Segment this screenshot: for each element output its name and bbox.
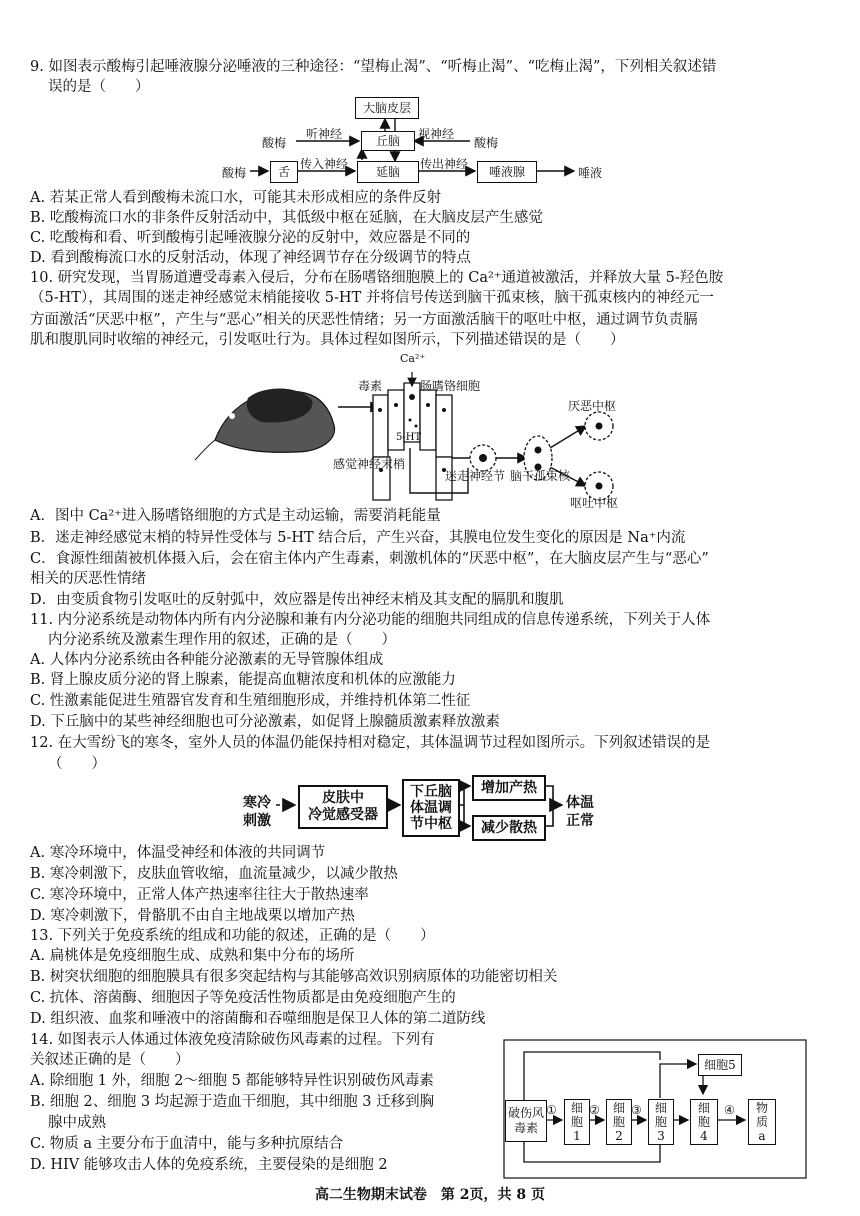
vomit-center-label: 呕吐中枢 [570, 496, 619, 510]
step-3-label: ③ [631, 1103, 642, 1117]
q9-option-b: B. 吃酸梅流口水的非条件反射活动中，其低级中枢在延脑，在大脑皮层产生感觉 [30, 210, 543, 226]
ec-cell-label: 肠嗜铬细胞 [420, 379, 481, 393]
cell-char-2: 胞 [612, 1115, 625, 1129]
heat-loss-box: 减少散热 [472, 815, 546, 841]
cell-char: 细 [654, 1101, 667, 1115]
cell-char: 细 [612, 1101, 625, 1115]
q14-option-d: D. HIV 能够攻击人体的免疫系统，主要侵染的是细胞 2 [30, 1157, 388, 1173]
cell-char-2: 胞 [570, 1115, 583, 1129]
q9-option-a: A. 若某正常人看到酸梅未流口水，可能其未形成相应的条件反射 [30, 190, 442, 206]
substance-a-box [748, 1099, 776, 1145]
vagal-ganglion-label: 迷走神经节 [445, 469, 506, 483]
ca-ion-label: Ca²⁺ [400, 352, 426, 365]
cell-1-box [564, 1099, 590, 1145]
q13-option-c: C. 抗体、溶菌酶、细胞因子等免疫活性物质都是由免疫细胞产生的 [30, 990, 456, 1006]
center-label-2: 体温调 [410, 800, 452, 816]
q10-option-d: D．由变质食物引发呕吐的反射弧中，效应器是传出神经末梢及其支配的膈肌和腹肌 [30, 592, 564, 608]
body-temp-label-2: 正常 [566, 813, 594, 829]
cell-2-box [606, 1099, 632, 1145]
efferent-nerve-label: 传出神经 [420, 157, 469, 171]
cold-receptor-label: 冷觉感受器 [308, 807, 378, 823]
q10-stem-line3: 方面激活“厌恶中枢”，产生与“恶心”相关的厌恶性情绪；另一方面激活脑干的呕吐中枢，通过调节负责膈 [30, 312, 698, 328]
q14-option-b-cont: 腺中成熟 [48, 1115, 106, 1131]
q11-option-b: B. 肾上腺皮质分泌的肾上腺素，能提高血糖浓度和机体的应激能力 [30, 672, 456, 688]
sensory-ending-label: 感觉神经末梢 [333, 457, 406, 471]
q10-stem-line4: 肌和腹肌同时收缩的神经元，引发呕吐行为。具体过程如图所示，下列描述错误的是（ ） [30, 332, 625, 348]
skin-label: 皮肤中 [322, 790, 364, 806]
q9-option-d: D. 看到酸梅流口水的反射活动，体现了神经调节存在分级调节的特点 [30, 250, 471, 266]
q13-option-a: A. 扁桃体是免疫细胞生成、成熟和集中分布的场所 [30, 948, 355, 964]
cerebral-cortex-box: 大脑皮层 [355, 97, 419, 119]
auditory-nerve-label: 听神经 [306, 127, 343, 141]
cell-char-2: 胞 [654, 1115, 667, 1129]
q12-stem-line1: 12. 在大雪纷飞的寒冬，室外人员的体温仍能保持相对稳定，其体温调节过程如图所示。下列叙述错误的是 [30, 735, 711, 751]
plum-label-hearing: 酸梅 [262, 136, 287, 150]
q9-stem-line1: 9. 如图表示酸梅引起唾液腺分泌唾液的三种途径：“望梅止渴”、“听梅止渴”、“吃梅止渴”，下列相关叙述错 [30, 59, 717, 75]
cell-char-2: 胞 [697, 1115, 710, 1129]
optic-nerve-label: 视神经 [418, 127, 455, 141]
cell-5-box: 细胞5 [698, 1054, 742, 1076]
q12-option-a: A. 寒冷环境中，体温受神经和体液的共同调节 [30, 845, 326, 861]
step-2-label: ② [589, 1103, 600, 1117]
q14-stem-line2: 关叙述正确的是（ ） [30, 1052, 190, 1068]
q11-option-a: A. 人体内分泌系统由各种能分泌激素的无导管腺体组成 [30, 652, 384, 668]
q11-stem-line2: 内分泌系统及激素生理作用的叙述，正确的是（ ） [48, 632, 396, 648]
q11-stem-line1: 11. 内分泌系统是动物体内所有内分泌腺和兼有内分泌功能的细胞共同组成的信息传递系统，下列关于人体 [30, 612, 711, 628]
cell-char: 细 [697, 1101, 710, 1115]
cell-3-number: 3 [657, 1129, 665, 1143]
step-4-label: ④ [724, 1103, 735, 1117]
q13-option-d: D. 组织液、血浆和唾液中的溶菌酶和吞噬细胞是保卫人体的第二道防线 [30, 1011, 486, 1027]
q12-option-b: B. 寒冷刺激下，皮肤血管收缩，血流量减少，以减少散热 [30, 866, 398, 882]
page-footer: 高二生物期末试卷 第 2页，共 8 页 [314, 1187, 546, 1203]
cell-3-box [648, 1099, 674, 1145]
tetanus-toxin-box [505, 1100, 547, 1142]
center-label-3: 节中枢 [410, 816, 452, 832]
q10-option-c-cont: 相关的厌恶性情绪 [30, 571, 146, 587]
afferent-nerve-label: 传入神经 [300, 157, 349, 171]
thalamus-box: 丘脑 [361, 131, 415, 151]
aversion-center-label: 厌恶中枢 [568, 399, 617, 413]
step-1-label: ① [546, 1103, 557, 1117]
cell-1-number: 1 [573, 1129, 581, 1143]
q9-option-c: C. 吃酸梅和看、听到酸梅引起唾液腺分泌的反射中，效应器是不同的 [30, 230, 471, 246]
tongue-box: 舌 [270, 161, 298, 183]
q10-stem-line2: （5-HT），其周围的迷走神经感觉末梢能接收 5-HT 并将信号传送到脑干孤束核，脑干孤束核内的神经元一 [30, 290, 714, 306]
nts-label: 脑干孤束核 [510, 469, 571, 483]
substance-char-3: a [758, 1129, 766, 1143]
saliva-label: 唾液 [578, 166, 603, 180]
q11-option-c: C. 性激素能促进生殖器官发育和生殖细胞形成，并维持机体第二性征 [30, 693, 471, 709]
q10-option-a: A．图中 Ca²⁺进入肠嗜铬细胞的方式是主动运输，需要消耗能量 [30, 508, 441, 524]
cell-char: 细 [570, 1101, 583, 1115]
substance-char-1: 物 [755, 1101, 768, 1115]
hypothalamus-label: 下丘脑 [410, 784, 452, 800]
q10-option-c: C．食源性细菌被机体摄入后，会在宿主体内产生毒素，刺激机体的“厌恶中枢”，在大脑皮层产生与“恶心” [30, 551, 709, 567]
cell-4-box [690, 1099, 718, 1145]
q13-stem: 13. 下列关于免疫系统的组成和功能的叙述，正确的是（ ） [30, 928, 435, 944]
q14-option-a: A. 除细胞 1 外，细胞 2～细胞 5 都能够特异性识别破伤风毒素 [30, 1073, 434, 1089]
q14-option-b: B. 细胞 2、细胞 3 均起源于造血干细胞，其中细胞 3 迁移到胸 [30, 1094, 435, 1110]
q12-stem-line2: （ ） [48, 756, 106, 772]
q13-option-b: B. 树突状细胞的细胞膜具有很多突起结构与其能够高效识别病原体的功能密切相关 [30, 969, 558, 985]
q14-stem-line1: 14. 如图表示人体通过体液免疫清除破伤风毒素的过程。下列有 [30, 1032, 435, 1048]
salivary-gland-box: 唾液腺 [477, 161, 537, 183]
tetanus-label: 破伤风 [507, 1106, 544, 1120]
cold-label-2: 刺激 [243, 813, 271, 829]
medulla-box: 延脑 [357, 161, 419, 183]
cold-label-1: 寒冷 [243, 795, 271, 811]
serotonin-label: 5-HT [396, 432, 422, 443]
q11-option-d: D. 下丘脑中的某些神经细胞也可分泌激素，如促肾上腺髓质激素释放激素 [30, 714, 500, 730]
plum-label-eating: 酸梅 [222, 166, 247, 180]
q14-option-c: C. 物质 a 主要分布于血清中，能与多种抗原结合 [30, 1136, 344, 1152]
q12-option-d: D. 寒冷刺激下，骨骼肌不由自主地战栗以增加产热 [30, 908, 355, 924]
heat-production-box: 增加产热 [472, 775, 546, 801]
q12-option-c: C. 寒冷环境中，正常人体产热速率往往大于散热速率 [30, 887, 369, 903]
q10-stem-line1: 10. 研究发现，当胃肠道遭受毒素入侵后，分布在肠嗜铬细胞膜上的 Ca²⁺通道被激活，并释放大量 5-羟色胺 [30, 270, 724, 286]
substance-char-2: 质 [755, 1115, 768, 1129]
plum-label-sight: 酸梅 [474, 136, 499, 150]
body-temp-label-1: 体温 [566, 795, 594, 811]
toxin-label: 毒素 [358, 379, 383, 393]
q10-option-b: B．迷走神经感觉末梢的特异性受体与 5-HT 结合后，产生兴奋，其膜电位发生变化的原因是 Na⁺内流 [30, 530, 686, 546]
q9-stem-line2: 误的是（ ） [48, 79, 150, 95]
toxin-label: 毒素 [513, 1121, 538, 1135]
cell-4-number: 4 [700, 1129, 708, 1143]
cell-2-number: 2 [615, 1129, 623, 1143]
